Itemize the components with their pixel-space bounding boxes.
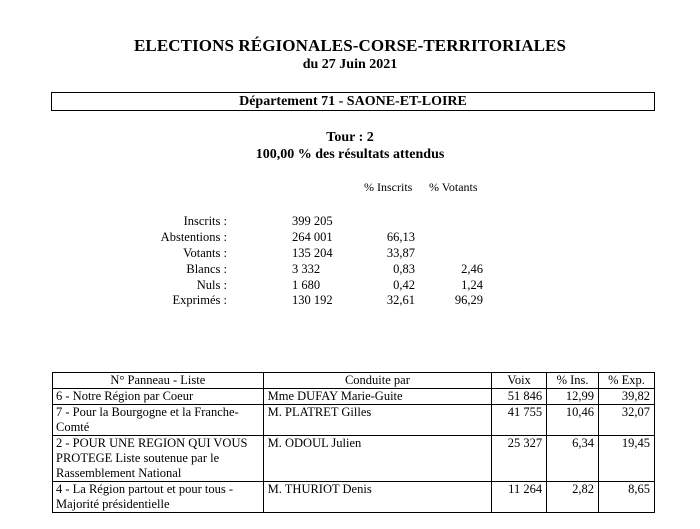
stat-label: Exprimés :: [172, 293, 227, 307]
stat-row: [0, 213, 700, 229]
stat-label: Abstentions :: [160, 230, 227, 244]
stat-pct-inscrits: 33,87: [386, 246, 415, 260]
stat-value: 1 680: [292, 278, 321, 292]
table-row: [53, 389, 655, 405]
cell-conduite: Mme DUFAY Marie-Guite: [263, 389, 492, 405]
cell-voix: 51 846: [492, 389, 547, 405]
stat-value: 135 204: [292, 246, 333, 260]
cell-pct-exp: 19,45: [599, 436, 655, 482]
stat-value: 399 205: [292, 214, 333, 228]
stat-pct-inscrits: 32,61: [386, 293, 415, 307]
cell-conduite: M. PLATRET Gilles: [263, 405, 492, 436]
stat-row: [0, 229, 700, 245]
stat-label: Blancs :: [186, 262, 227, 276]
stat-pct-votants: 1,24: [461, 278, 483, 292]
table-row: [53, 405, 655, 436]
cell-liste: 4 - La Région partout et pour tous - Majorité présidentielle: [53, 482, 264, 513]
cell-liste: 7 - Pour la Bourgogne et la Franche-Comté: [53, 405, 264, 436]
cell-pct-exp: 32,07: [599, 405, 655, 436]
stat-pct-inscrits: 66,13: [386, 230, 415, 244]
stat-row: [0, 277, 700, 293]
election-date: du 27 Juin 2021: [302, 57, 398, 72]
stat-row: [0, 292, 700, 308]
cell-voix: 11 264: [492, 482, 547, 513]
stat-row: [0, 245, 700, 261]
stat-pct-inscrits: 0,42: [393, 278, 415, 292]
stat-label: Nuls :: [196, 278, 227, 292]
stat-value: 264 001: [292, 230, 333, 244]
table-header-row: [53, 373, 655, 389]
page-title: ELECTIONS RÉGIONALES-CORSE-TERRITORIALES: [133, 36, 567, 55]
round-label: Tour : 2: [326, 130, 374, 145]
header-conduite: Conduite par: [263, 373, 492, 389]
results-progress: 100,00 % des résultats attendus: [255, 147, 445, 162]
table-row: [53, 482, 655, 513]
department-banner: Département 71 - SAONE-ET-LOIRE: [51, 92, 655, 111]
stat-value: 3 332: [292, 262, 321, 276]
cell-voix: 25 327: [492, 436, 547, 482]
header-pct-ins: % Ins.: [547, 373, 599, 389]
col-header-pct-votants: % Votants: [429, 180, 478, 194]
header-pct-exp: % Exp.: [599, 373, 655, 389]
stat-pct-votants: 96,29: [454, 293, 483, 307]
cell-pct-exp: 8,65: [599, 482, 655, 513]
cell-conduite: M. THURIOT Denis: [263, 482, 492, 513]
stat-label: Votants :: [183, 246, 227, 260]
cell-conduite: M. ODOUL Julien: [263, 436, 492, 482]
results-table: [52, 372, 655, 513]
stat-label: Inscrits :: [183, 214, 227, 228]
stat-value: 130 192: [292, 293, 333, 307]
col-header-pct-inscrits: % Inscrits: [364, 180, 413, 194]
stat-pct-inscrits: 0,83: [393, 262, 415, 276]
stat-pct-votants: 2,46: [461, 262, 483, 276]
cell-pct-exp: 39,82: [599, 389, 655, 405]
header-voix: Voix: [492, 373, 547, 389]
cell-liste: 2 - POUR UNE REGION QUI VOUS PROTEGE Liste soutenue par le Rassemblement National: [53, 436, 264, 482]
stat-row: [0, 261, 700, 277]
table-row: [53, 436, 655, 482]
cell-voix: 41 755: [492, 405, 547, 436]
cell-pct-ins: 2,82: [547, 482, 599, 513]
header-liste: N° Panneau - Liste: [53, 373, 264, 389]
cell-pct-ins: 6,34: [547, 436, 599, 482]
cell-pct-ins: 12,99: [547, 389, 599, 405]
cell-liste: 6 - Notre Région par Coeur: [53, 389, 264, 405]
cell-pct-ins: 10,46: [547, 405, 599, 436]
